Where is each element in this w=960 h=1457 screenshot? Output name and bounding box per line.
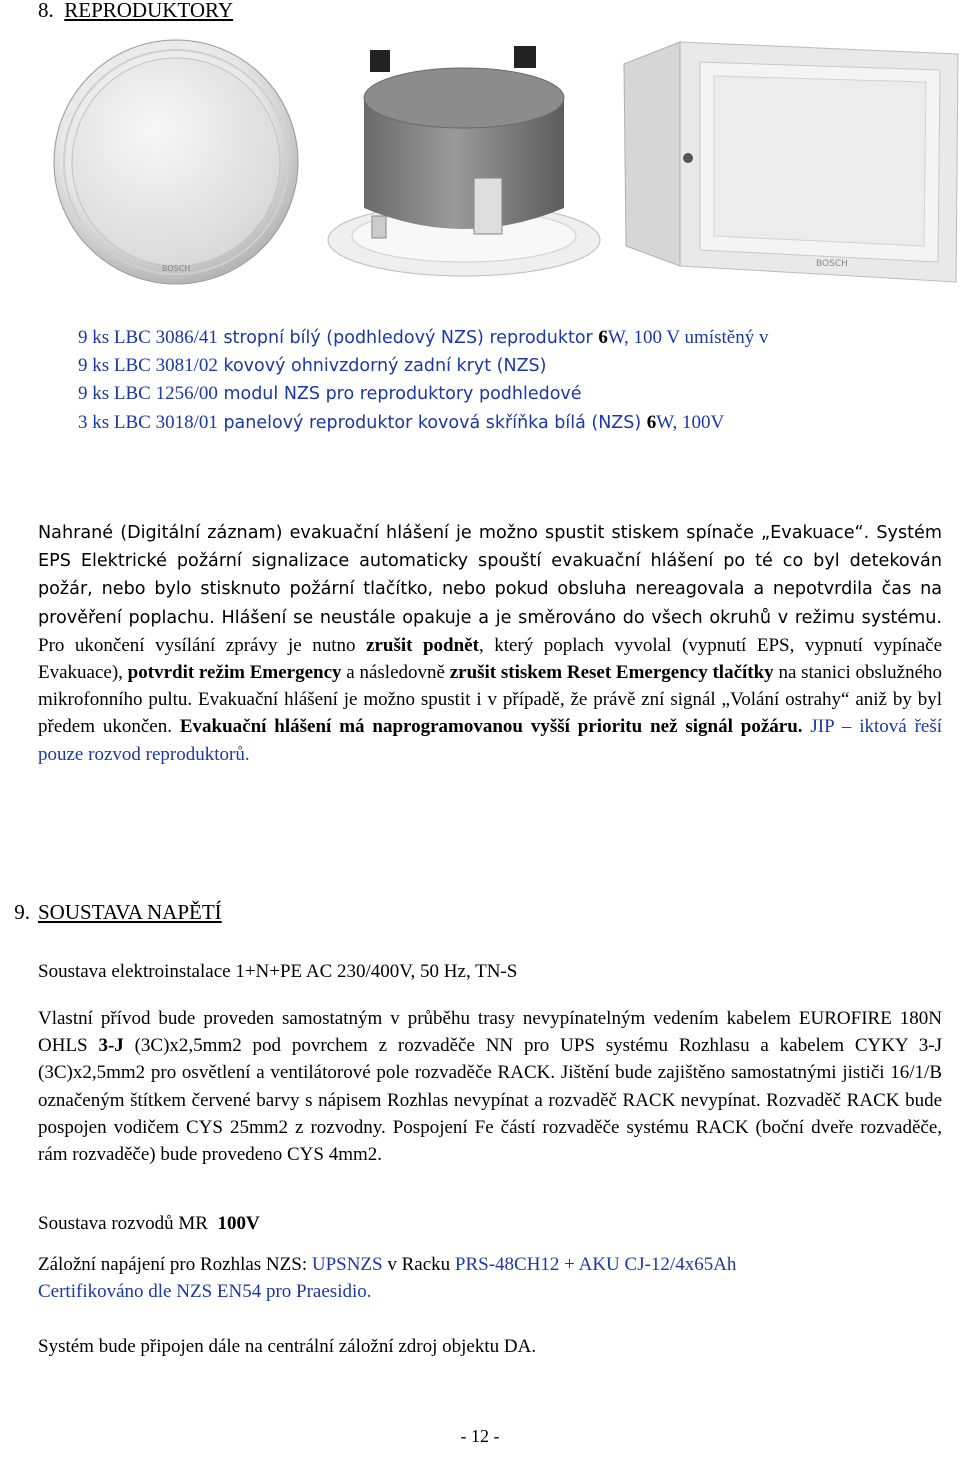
- supply-text: Vlastní přívod bude proveden samostatným v průběhu trasy nevypínatelným vedením kabelem EUROFIRE 180N OHLS: [38, 1008, 942, 1057]
- list-item: [78, 324, 938, 352]
- list-item: [78, 380, 938, 408]
- item-quantity: 3 ks LBC 3018/01: [78, 411, 218, 433]
- speaker-item-list: [78, 324, 938, 437]
- section-heading-8: [38, 0, 233, 24]
- supply-bold: 3-J: [98, 1035, 124, 1057]
- item-quantity: 9 ks LBC 1256/00: [78, 383, 218, 405]
- evac-text: Pro ukončení vysílání zprávy je nutno: [38, 634, 367, 656]
- final-statement: Systém bude připojen dále na centrální záložní zdroj objektu DA.: [38, 1336, 537, 1357]
- ceiling-speaker-front-photo: [52, 38, 300, 288]
- panel-speaker-box-photo: [618, 40, 960, 284]
- brand-label: BOSCH: [162, 264, 191, 273]
- item-bold: 6: [646, 411, 657, 433]
- evac-text: na stanici obslužného mikrofonního pultu. Evakuační hlášení je možno spustit i v případě, že právě zní signál „Volání ostrahy“ aniž by byl předem ukončen.: [38, 662, 943, 738]
- supply-text: (3C)x2,5mm2 pod povrchem z rozvaděče NN pro UPS systému Rozhlasu a kabelem CYKY 3-J (3C)x2,5mm2 pro osvětlení a ventilátorové pole rozvaděče RACK. Jištění bude zajištěno samostatnými jističi 16/1/B označeným štítkem červené barvy s nápisem Rozhlas nevypínat a rozvaděč RACK nevypínat. Rozvaděč RACK bude pospojen vodičem CYS 25mm2 z rozvodny. Pospojení Fe částí rozvaděče systému RACK (boční dveře rozvaděče, rám rozvaděče) bude provedeno CYS 4mm2.: [38, 1035, 942, 1166]
- distribution-voltage: 100V: [217, 1213, 260, 1234]
- evac-bold: Evakuační hlášení má naprogramovanou vyšší prioritu než signál požáru.: [179, 716, 803, 738]
- item-bold: 6: [598, 327, 608, 348]
- page-number: - 12 -: [460, 1426, 500, 1446]
- fireproof-back-cover-photo: [326, 40, 602, 278]
- list-item: [78, 352, 938, 380]
- item-description: stropní bílý (podhledový NZS) reproduktor: [217, 328, 599, 348]
- section-number: 8.: [38, 0, 54, 22]
- supply-paragraph: [38, 1005, 942, 1168]
- evac-bold: zrušit stiskem Reset Emergency tlačítky: [449, 662, 774, 684]
- backup-text: Záložní napájení pro Rozhlas NZS:: [38, 1254, 312, 1275]
- evac-text-sans: Nahrané (Digitální záznam) evakuační hlášení je možno spustit stiskem spínače „Evakuace“. Systém EPS Elektrické požární signalizace automaticky spouští evakuační hlášení po té co byl detekován požár, nebo bylo stisknuto požární tlačítko, nebo pokud obsluha nereagovala a nepotvrdila čas na prověření poplachu. Hlášení se neustále opakuje a je směrováno do všech okruhů v režimu systému.: [38, 523, 942, 628]
- section-number: 9.: [14, 900, 30, 924]
- item-description-end: W, 100 V umístěný v: [607, 327, 769, 348]
- item-description: panelový reproduktor kovová skříňka bílá (NZS): [217, 412, 647, 433]
- section-title: REPRODUKTORY: [64, 0, 234, 22]
- item-description: modul NZS pro reproduktory podhledové: [217, 384, 582, 405]
- distribution-text: Soustava rozvodů MR: [38, 1213, 218, 1234]
- evac-note: JIP – iktová řeší pouze rozvod reproduktorů.: [38, 716, 943, 765]
- evac-bold: zrušit podnět: [366, 634, 479, 656]
- system-voltage-line: Soustava elektroinstalace 1+N+PE AC 230/400V, 50 Hz, TN-S: [38, 961, 518, 982]
- section-title: SOUSTAVA NAPĚTÍ: [38, 900, 222, 924]
- evac-text: , který poplach vyvolal (vypnutí EPS, vypnutí vypínače Evakuace),: [38, 634, 943, 684]
- backup-text: v Racku: [382, 1254, 455, 1275]
- brand-label: BOSCH: [816, 259, 848, 269]
- evac-bold: potvrdit režim Emergency: [127, 662, 342, 684]
- item-description-end: W, 100V: [656, 411, 725, 433]
- item-quantity: 9 ks LBC 3086/41: [78, 327, 218, 348]
- backup-line: [38, 1251, 942, 1278]
- list-item: [78, 409, 938, 437]
- item-description: kovový ohnivzdorný zadní kryt (NZS): [217, 356, 547, 377]
- item-quantity: 9 ks LBC 3081/02: [78, 355, 218, 377]
- evacuation-paragraph: [38, 519, 942, 768]
- backup-ups: UPSNZS: [311, 1254, 383, 1275]
- backup-rack-model: PRS-48CH12 + AKU CJ-12/4x65Ah: [454, 1254, 737, 1275]
- evac-text: a následovně: [341, 662, 450, 684]
- backup-power-block: [38, 1251, 942, 1305]
- distribution-line: [38, 1210, 260, 1237]
- certification-line: Certifikováno dle NZS EN54 pro Praesidio.: [38, 1281, 372, 1303]
